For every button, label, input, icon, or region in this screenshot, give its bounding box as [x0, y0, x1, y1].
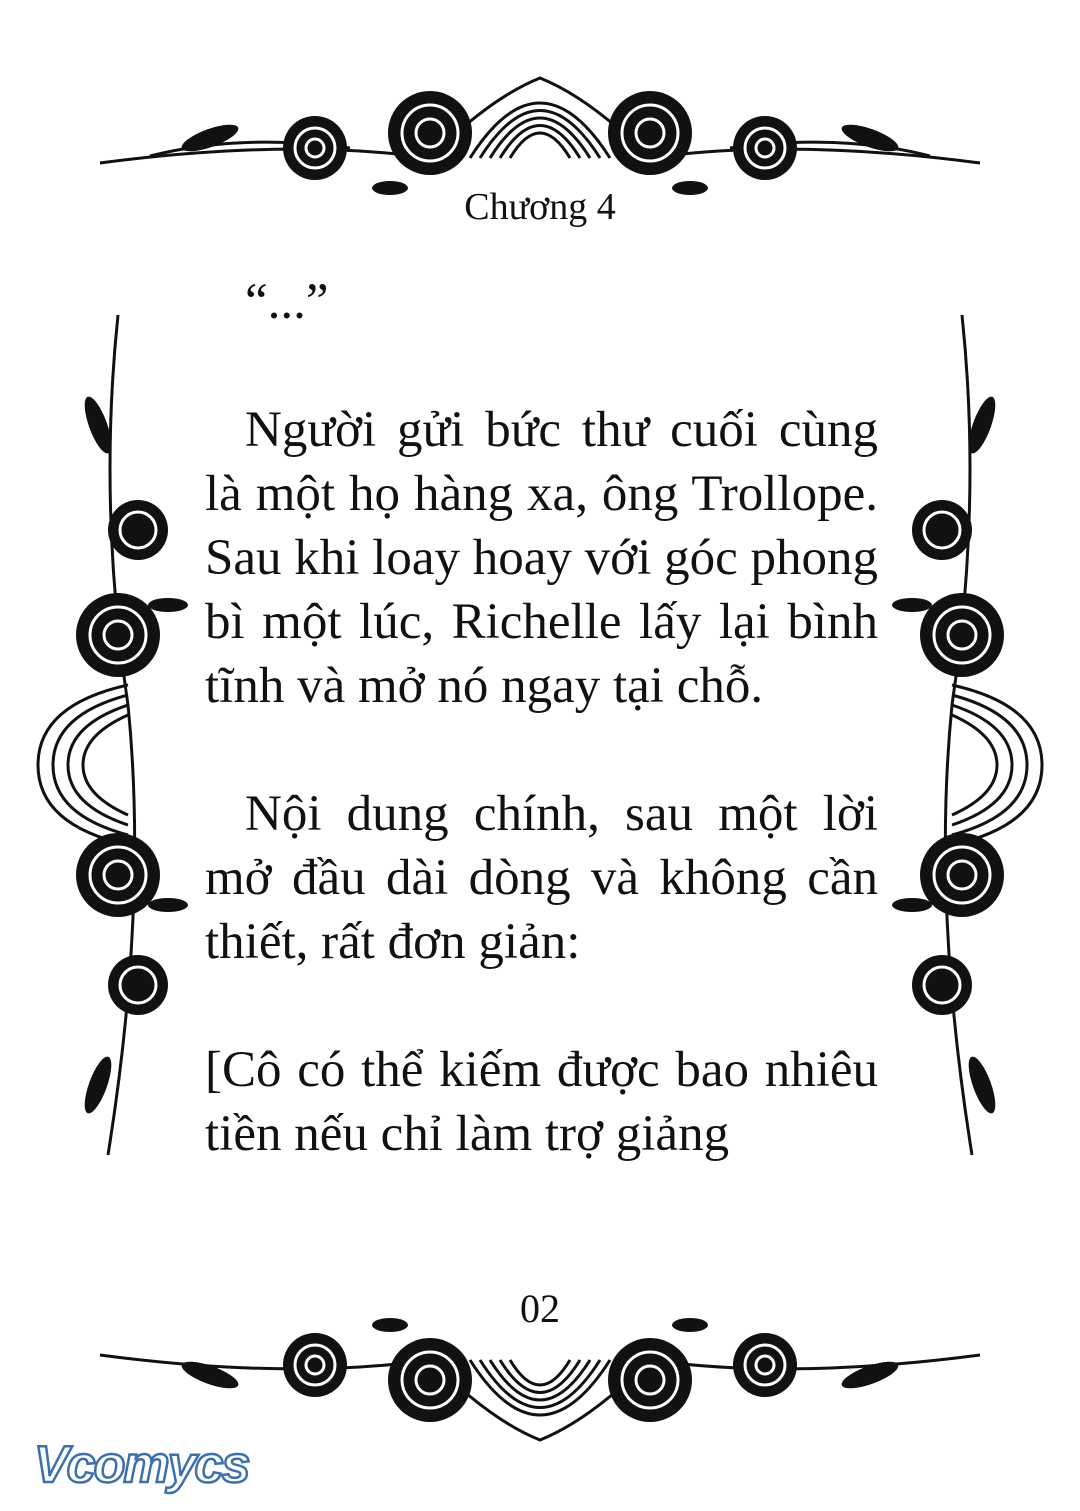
page-number: 02 [520, 1286, 560, 1331]
right-rose-border-ornament [892, 305, 1062, 1165]
left-rose-border-ornament [18, 305, 188, 1165]
paragraph: Nội dung chính, sau một lời mở đầu dài dòng và không cần thiết, rất đơn giản: [205, 786, 878, 970]
chapter-body [205, 270, 878, 1166]
paragraph-quote: “...” [245, 274, 329, 330]
paragraph-letter-excerpt: [Cô có thể kiếm được bao nhiêu tiền nếu chỉ làm trợ giảng [205, 1042, 878, 1162]
svg-text:Vcomycs: Vcomycs [34, 1436, 249, 1494]
paragraph: Người gửi bức thư cuối cùng là một họ hàng xa, ông Trollope. Sau khi loay hoay với góc phong bì một lúc, Richelle lấy lại bình tĩnh và mở nó ngay tại chỗ. [205, 402, 878, 714]
vcomycs-watermark-logo [32, 1430, 262, 1495]
chapter-title: Chương 4 [464, 186, 616, 228]
